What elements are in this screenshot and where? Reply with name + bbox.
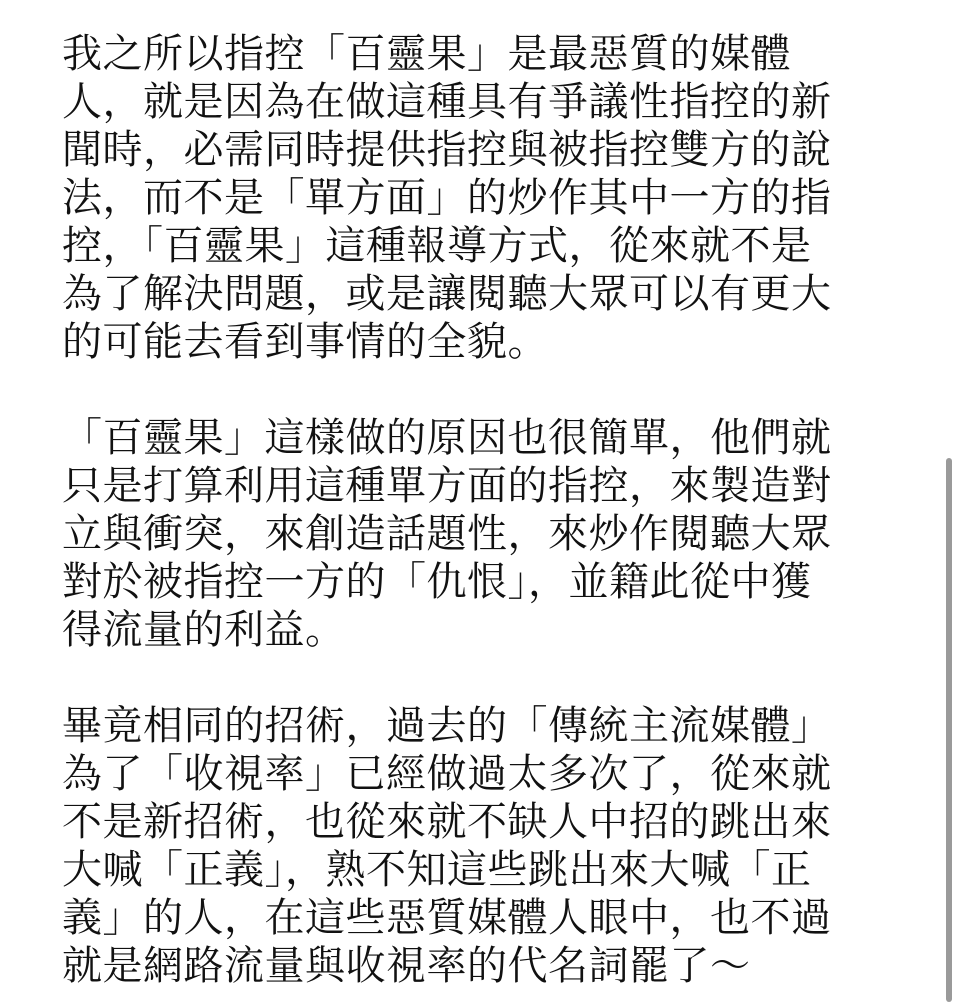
paragraph-3: [62, 702, 882, 990]
scrollbar-thumb[interactable]: [946, 458, 952, 1002]
paragraph-1: [62, 30, 882, 366]
text-line: 只是打算利用這種單方面的指控，來製造對: [62, 463, 832, 509]
text-line: 「百靈果」這樣做的原因也很簡單，他們就: [62, 415, 832, 461]
text-line: 我之所以指控「百靈果」是最惡質的媒體: [62, 31, 791, 77]
text-line: 法，而不是「單方面」的炒作其中一方的指: [62, 175, 832, 221]
text-line: 對於被指控一方的「仇恨」，並籍此從中獲: [62, 559, 812, 605]
paragraph-2: [62, 414, 882, 654]
text-line: 不是新招術，也從來就不缺人中招的跳出來: [62, 799, 832, 845]
text-line: 控，「百靈果」這種報導方式，從來就不是: [62, 223, 812, 269]
text-line: 聞時，必需同時提供指控與被指控雙方的說: [62, 127, 832, 173]
text-line: 立與衝突，來創造話題性，來炒作閱聽大眾: [62, 511, 832, 557]
text-line: 畢竟相同的招術，過去的「傳統主流媒體」: [62, 703, 832, 749]
text-line: 為了「收視率」已經做過太多次了，從來就: [62, 751, 832, 797]
text-line: 為了解決問題，或是讓閱聽大眾可以有更大: [62, 271, 832, 317]
text-line: 大喊「正義」，熟不知這些跳出來大喊「正: [62, 847, 812, 893]
vertical-scrollbar[interactable]: [946, 458, 952, 1002]
text-line: 的可能去看到事情的全貌。: [62, 319, 548, 365]
article-body: [62, 30, 882, 1002]
text-line: 得流量的利益。: [62, 607, 346, 653]
text-line: 義」的人，在這些惡質媒體人眼中，也不過: [62, 895, 832, 941]
text-line: 就是網路流量與收視率的代名詞罷了～: [62, 943, 751, 989]
text-line: 人，就是因為在做這種具有爭議性指控的新: [62, 79, 832, 125]
